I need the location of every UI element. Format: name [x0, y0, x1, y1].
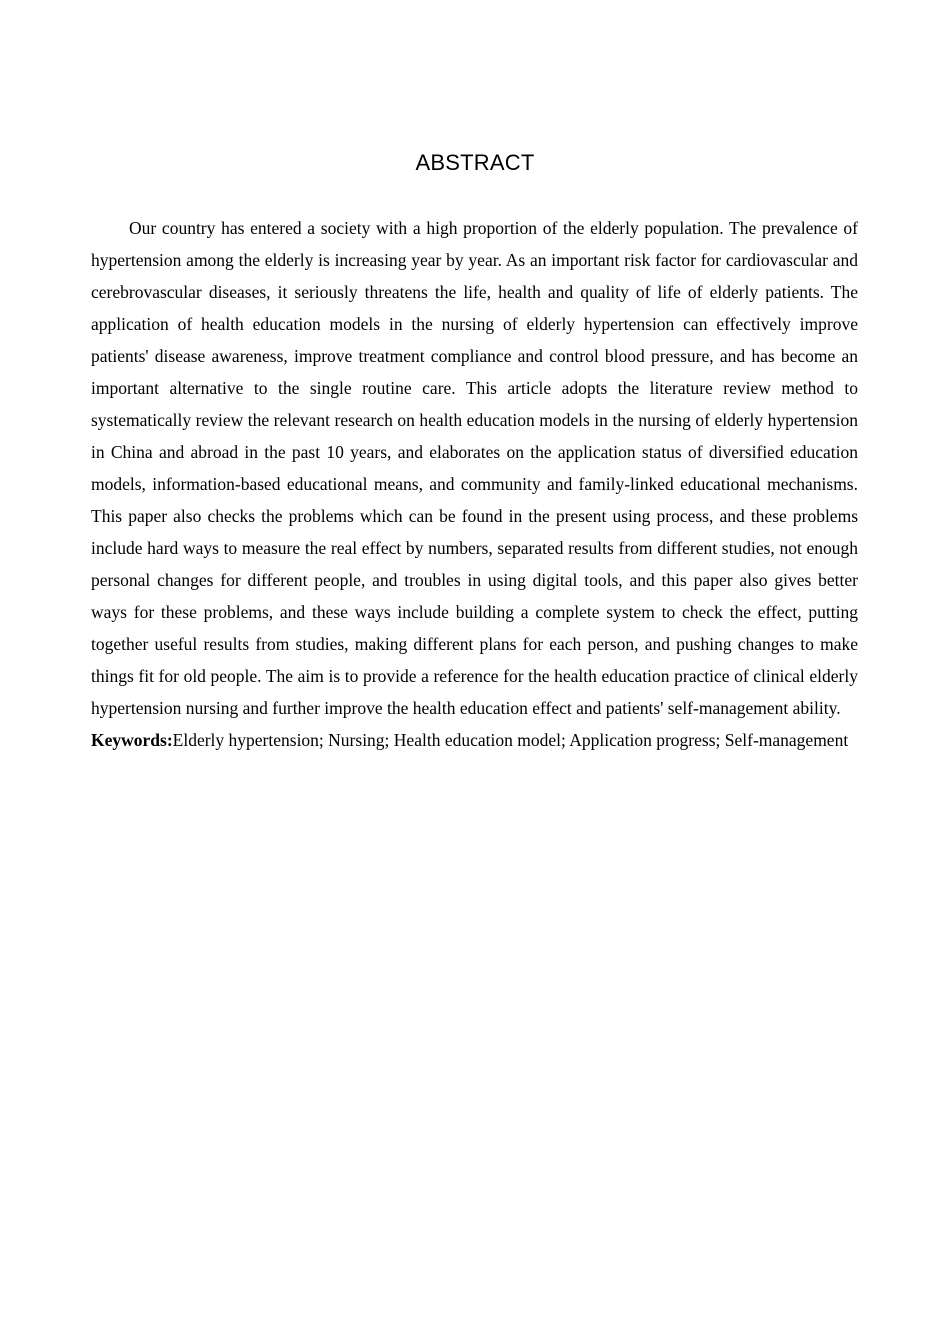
keywords-label: Keywords: [91, 730, 173, 750]
abstract-paragraph: Our country has entered a society with a high proportion of the elderly population. The prevalence of hypertension among the elderly is increasing year by year. As an important risk factor for cardiovascular and cerebrovascular diseases, it seriously threatens the life, health and quality of life of elderly patients. The application of health education models in the nursing of elderly hypertension can effectively improve patients' disease awareness, improve treatment compliance and control blood pressure, and has become an important alternative to the single routine care. This article adopts the literature review method to systematically review the relevant research on health education models in the nursing of elderly hypertension in China and abroad in the past 10 years, and elaborates on the application status of diversified education models, information-based educational means, and community and family-linked educational mechanisms. This paper also checks the problems which can be found in the present using process, and these problems include hard ways to measure the real effect by numbers, separated results from different studies, not enough personal changes for different people, and troubles in using digital tools, and this paper also gives better ways for these problems, and these ways include building a complete system to check the effect, putting together useful results from studies, making different plans for each person, and pushing changes to make things fit for old people. The aim is to provide a reference for the health education practice of clinical elderly hypertension nursing and further improve the health education effect and patients' self-management ability. [91, 218, 858, 718]
keywords-paragraph [91, 724, 858, 756]
page-title: ABSTRACT [415, 150, 535, 175]
abstract-body [91, 212, 858, 756]
keywords-text: Elderly hypertension; Nursing; Health education model; Application progress; Self-management [172, 730, 849, 750]
